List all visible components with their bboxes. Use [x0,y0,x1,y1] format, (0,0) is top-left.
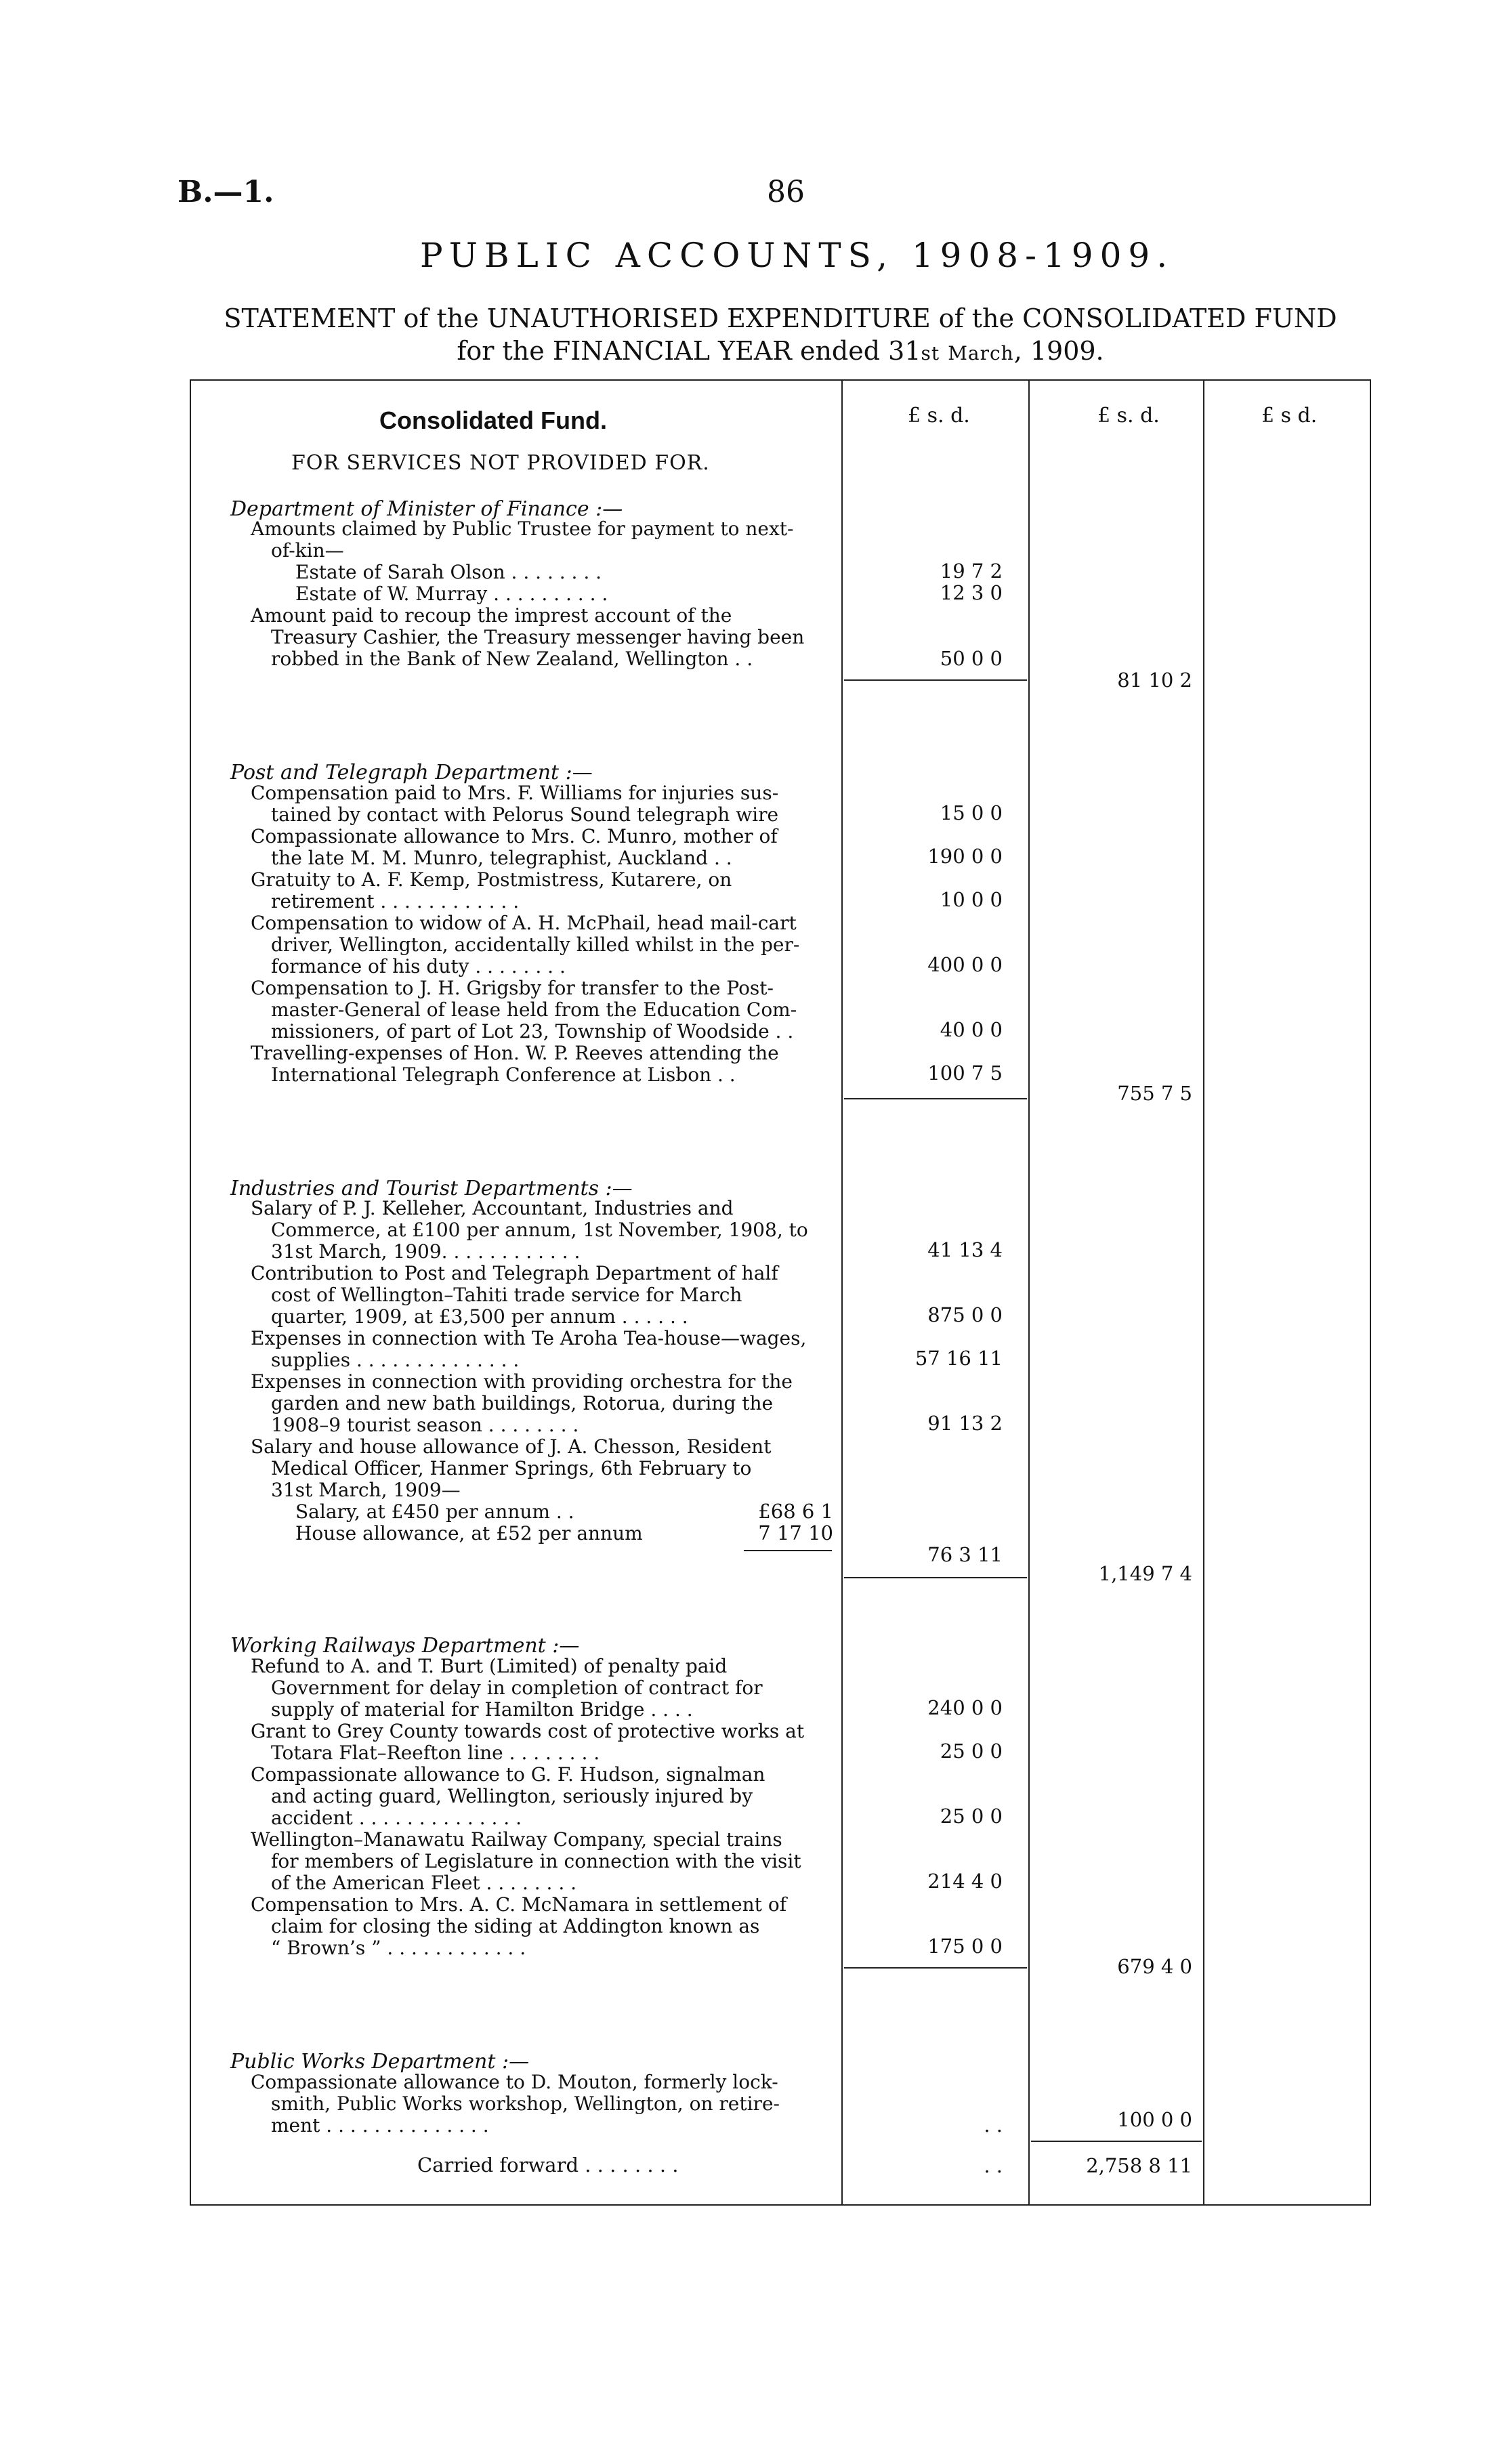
entry-text: formance of his duty . . . . . . . . [271,955,566,977]
entry-text: Estate of Sarah Olson . . . . . . . . [295,561,602,583]
entry-text: Compensation paid to Mrs. F. Williams for injuries sus- [251,782,779,804]
entry-text: 31st March, 1909— [271,1479,461,1501]
inner-amount: £68 6 1 [758,1500,833,1523]
department-heading: Public Works Department :— [230,2050,530,2074]
entry-text: International Telegraph Conference at Lisbon . . [271,1064,736,1086]
entry-text: “ Brown’s ” . . . . . . . . . . . . [271,1937,526,1959]
department-total: 1,149 7 4 [1098,1562,1192,1585]
carried-forward-total: 2,758 8 11 [1086,2154,1192,2177]
document-reference: B.—1. [177,175,274,209]
subtitle-part: for the FINANCIAL YEAR ended 31 [457,336,921,366]
department-total: 679 4 0 [1117,1955,1192,1978]
amount: 190 0 0 [927,845,1003,868]
entry-text: and acting guard, Wellington, seriously injured by [271,1785,753,1807]
column-header: £ s d. [1261,404,1318,427]
department-heading: Working Railways Department :— [230,1634,580,1658]
amount: 100 7 5 [927,1061,1003,1085]
statement-subtitle [184,302,1377,370]
entry-text: Compensation to widow of A. H. McPhail, head mail-cart [251,912,797,934]
amount: 50 0 0 [940,647,1003,670]
page-title: PUBLIC ACCOUNTS, 1908-1909. [420,236,1175,275]
amount: 175 0 0 [927,1935,1003,1958]
subtitle-year: , 1909. [1013,336,1104,366]
entry-text: 1908–9 tourist season . . . . . . . . [271,1414,579,1436]
department-heading: Industries and Tourist Departments :— [230,1177,633,1200]
amount: 214 4 0 [927,1870,1003,1893]
entry-text: Compassionate allowance to Mrs. C. Munro, mother of [251,825,778,847]
column-divider [1028,379,1030,2206]
entry-text: retirement . . . . . . . . . . . . [271,890,520,912]
entry-text: Contribution to Post and Telegraph Department of half [251,1262,778,1284]
entry-text: robbed in the Bank of New Zealand, Wellington . . [271,648,753,670]
fund-title: Consolidated Fund. [379,406,607,434]
entry-text: Gratuity to A. F. Kemp, Postmistress, Kutarere, on [251,868,732,891]
amount: 91 13 2 [927,1412,1003,1435]
entry-text: accident . . . . . . . . . . . . . . [271,1807,522,1829]
entry-text: Wellington–Manawatu Railway Company, special trains [251,1828,782,1851]
subtitle-line-1: STATEMENT of the UNAUTHORISED EXPENDITURE of the CONSOLIDATED FUND [224,303,1337,333]
subtotal-rule [844,1577,1027,1578]
entry-text: Treasury Cashier, the Treasury messenger having been [271,626,805,648]
entry-text: cost of Wellington–Tahiti trade service for March [271,1284,742,1306]
entry-text: supplies . . . . . . . . . . . . . . [271,1349,520,1371]
department-total: 100 0 0 [1117,2108,1192,2131]
entry-text: tained by contact with Pelorus Sound telegraph wire [271,803,779,826]
entry-text: for members of Legislature in connection with the visit [271,1850,801,1872]
entry-text: garden and new bath buildings, Rotorua, during the [271,1392,774,1414]
amount: 400 0 0 [927,953,1003,976]
amount: 25 0 0 [940,1805,1003,1828]
entry-text: Amounts claimed by Public Trustee for payment to next- [251,518,794,540]
amount: 76 3 11 [927,1543,1003,1566]
entry-text: Medical Officer, Hanmer Springs, 6th February to [271,1457,752,1479]
subtotal-rule [844,1967,1027,1969]
inner-amount: 7 17 10 [758,1521,833,1544]
page-number: 86 [767,175,805,209]
entry-text: of the American Fleet . . . . . . . . [271,1872,577,1894]
entry-text: claim for closing the siding at Addington known as [271,1915,760,1937]
entry-text: Refund to A. and T. Burt (Limited) of penalty paid [251,1655,728,1677]
entry-text: supply of material for Hamilton Bridge . . . . [271,1698,693,1721]
amount: 10 0 0 [940,888,1003,911]
amount: 25 0 0 [940,1740,1003,1763]
subtotal-rule [844,1098,1027,1099]
entry-text: Totara Flat–Reefton line . . . . . . . . [271,1742,600,1764]
department-heading: Department of Minister of Finance :— [230,497,623,521]
amount: . . [984,2113,1003,2137]
subtitle-line-2 [184,335,1377,370]
column-divider [841,379,843,2206]
entry-text: the late M. M. Munro, telegraphist, Auckland . . [271,847,732,869]
entry-text: Government for delay in completion of contract for [271,1677,763,1699]
amount: 57 16 11 [915,1347,1003,1370]
entry-text: Travelling-expenses of Hon. W. P. Reeves attending the [251,1042,779,1064]
amount: 40 0 0 [940,1018,1003,1041]
column-header: £ s. d. [1097,404,1160,427]
entry-text: quarter, 1909, at £3,500 per annum . . . . . . [271,1305,688,1328]
amount: 240 0 0 [927,1696,1003,1719]
entry-text: Salary of P. J. Kelleher, Accountant, Industries and [251,1197,734,1219]
entry-text: master-General of lease held from the Education Com- [271,998,797,1021]
amount: 41 13 4 [927,1238,1003,1261]
entry-text: Salary and house allowance of J. A. Chesson, Resident [251,1435,772,1458]
entry-text: House allowance, at £52 per annum [295,1522,643,1544]
column-header: £ s. d. [908,404,970,427]
amount: 875 0 0 [927,1303,1003,1326]
subtitle-st: st [921,342,940,364]
entry-text: Amount paid to recoup the imprest account of the [251,604,732,627]
entry-text: driver, Wellington, accidentally killed whilst in the per- [271,933,800,956]
entry-text: Compensation to J. H. Grigsby for transfer to the Post- [251,977,774,999]
subtotal-rule [1031,2141,1202,2142]
entry-text: Compensation to Mrs. A. C. McNamara in settlement of [251,1893,787,1916]
inner-rule [744,1550,832,1551]
amount: . . [984,2154,1003,2177]
column-divider [1203,379,1204,2206]
section-heading: FOR SERVICES NOT PROVIDED FOR. [291,451,710,475]
amount: 19 7 2 [940,560,1003,583]
entry-text: Expenses in connection with providing orchestra for the [251,1370,793,1393]
entry-text: Expenses in connection with Te Aroha Tea-house—wages, [251,1327,807,1349]
department-heading: Post and Telegraph Department :— [230,761,593,784]
amount: 15 0 0 [940,801,1003,824]
entry-text: Estate of W. Murray . . . . . . . . . . [295,583,608,605]
amount: 12 3 0 [940,581,1003,604]
entry-text: Grant to Grey County towards cost of protective works at [251,1720,805,1742]
carried-forward-label: Carried forward . . . . . . . . [417,2153,679,2176]
subtitle-month: March [948,342,1014,364]
entry-text: missioners, of part of Lot 23, Township of Woodside . . [271,1020,794,1043]
entry-text: 31st March, 1909. . . . . . . . . . . . [271,1240,581,1263]
subtotal-rule [844,679,1027,681]
entry-text: Compassionate allowance to G. F. Hudson, signalman [251,1763,765,1786]
entry-text: of-kin— [271,539,344,562]
entry-text: Salary, at £450 per annum . . [295,1500,574,1523]
entry-text: smith, Public Works workshop, Wellington, on retire- [271,2092,780,2115]
entry-text: ment . . . . . . . . . . . . . . [271,2114,489,2137]
department-total: 755 7 5 [1117,1082,1192,1105]
entry-text: Compassionate allowance to D. Mouton, formerly lock- [251,2071,778,2093]
entry-text: Commerce, at £100 per annum, 1st November, 1908, to [271,1219,808,1241]
department-total: 81 10 2 [1117,669,1192,692]
